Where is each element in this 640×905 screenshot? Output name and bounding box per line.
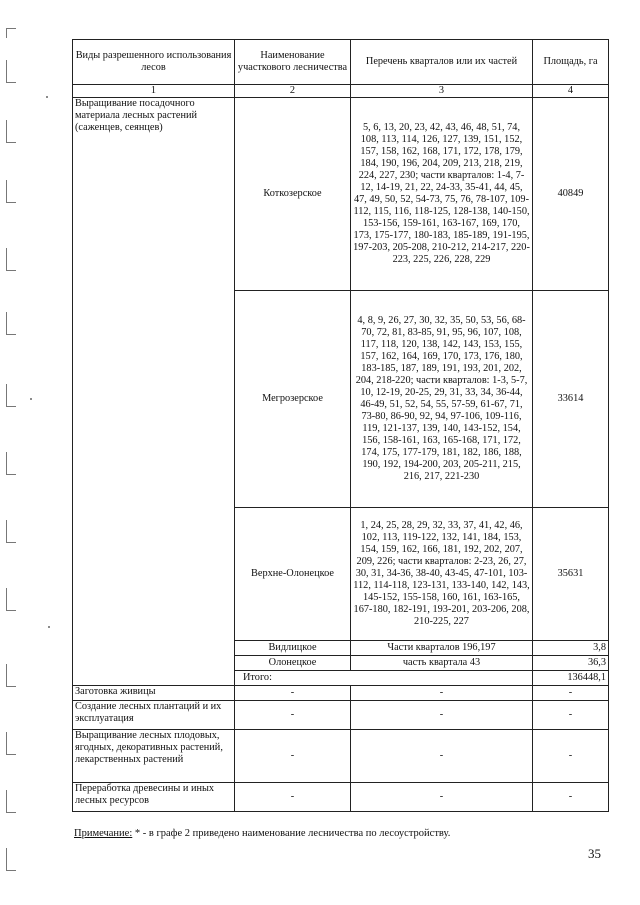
footnote-text: * - в графе 2 приведено наименование лесничества по лесоустройству.	[132, 828, 451, 839]
forest-use-table	[72, 39, 609, 812]
dash-cell: -	[351, 730, 533, 783]
header-area: Площадь, га	[533, 40, 609, 85]
area-cell: 36,3	[533, 656, 609, 671]
dash-cell: -	[351, 701, 533, 730]
quarters-cell: часть квартала 43	[351, 656, 533, 671]
table-row	[73, 701, 609, 730]
use-type-cell: Заготовка живицы	[73, 686, 235, 701]
table-row	[73, 783, 609, 812]
column-number: 1	[73, 85, 235, 98]
quarters-cell: Части кварталов 196,197	[351, 641, 533, 656]
forestry-name-cell: Мегрозерское	[235, 291, 351, 508]
table-row	[73, 98, 609, 291]
column-number: 4	[533, 85, 609, 98]
dash-cell: -	[235, 701, 351, 730]
scan-speck	[46, 96, 48, 98]
forestry-name-cell: Коткозерское	[235, 98, 351, 291]
use-type-cell: Выращивание посадочного материала лесных растений (саженцев, сеянцев)	[73, 98, 235, 686]
dash-cell: -	[235, 730, 351, 783]
area-cell: 3,8	[533, 641, 609, 656]
area-cell: 40849	[533, 98, 609, 291]
dash-cell: -	[351, 783, 533, 812]
total-value: 136448,1	[533, 671, 609, 686]
area-cell: 33614	[533, 291, 609, 508]
forestry-name-cell: Видлицкое	[235, 641, 351, 656]
footnote	[74, 828, 450, 839]
quarters-cell: 1, 24, 25, 28, 29, 32, 33, 37, 41, 42, 46, 102, 113, 119-122, 132, 141, 184, 153, 154, 159, 162, 166, 181, 192, 202, 207, 209, 226; части кварталов: 2-23, 26, 27, 30, 31, 34-36, 38-40, 43-45, 47-101, 103-112, 114-118, 123-131, 133-140, 142, 143, 145-152, 155-158, 160, 161, 163-165, 167-180, 182-191, 193-201, 203-206, 208, 210-225, 227	[351, 508, 533, 641]
quarters-cell: 4, 8, 9, 26, 27, 30, 32, 35, 50, 53, 56, 68-70, 72, 81, 83-85, 91, 95, 96, 107, 108, 117, 118, 120, 138, 142, 143, 153, 155, 157, 162, 164, 169, 170, 173, 176, 180, 183-185, 187, 189, 191, 193, 201, 202, 204, 218-220; части кварталов: 1-3, 5-7, 10, 12-19, 20-25, 29, 31, 33, 34, 36-44, 46-49, 51, 52, 54, 55, 57-59, 61-67, 71, 73-80, 86-90, 92, 94, 97-106, 109-116, 119, 121-137, 139, 140, 143-152, 154, 156, 158-161, 163, 165-168, 171, 172, 174, 175, 177-179, 181, 182, 186, 188, 190, 192, 194-200, 203, 205-211, 215, 216, 217, 221-230	[351, 291, 533, 508]
footnote-label: Примечание:	[74, 828, 133, 839]
header-row	[73, 40, 609, 85]
use-type-cell: Переработка древесины и иных лесных ресурсов	[73, 783, 235, 812]
dash-cell: -	[533, 783, 609, 812]
dash-cell: -	[235, 686, 351, 701]
scan-speck	[30, 398, 32, 400]
forestry-name-cell: Верхне-Олонецкое	[235, 508, 351, 641]
dash-cell: -	[533, 701, 609, 730]
area-cell: 35631	[533, 508, 609, 641]
forestry-name-cell: Олонецкое	[235, 656, 351, 671]
dash-cell: -	[235, 783, 351, 812]
quarters-cell: 5, 6, 13, 20, 23, 42, 43, 46, 48, 51, 74, 108, 113, 114, 126, 127, 139, 151, 152, 157, 158, 162, 168, 171, 172, 178, 179, 184, 190, 196, 204, 209, 213, 218, 219, 224, 227, 230; части кварталов: 1-4, 7-12, 14-19, 21, 22, 24-33, 35-41, 44, 45, 47, 49, 50, 52, 54-73, 75, 76, 78-107, 109-112, 115, 116, 118-125, 128-138, 140-150, 153-156, 159-161, 163-167, 169, 170, 173, 175-177, 180-183, 185-189, 191-195, 197-203, 205-208, 210-212, 214-217, 220-223, 225, 226, 228, 229	[351, 98, 533, 291]
table-row	[73, 686, 609, 701]
use-type-cell: Выращивание лесных плодовых, ягодных, декоративных растений, лекарственных растений	[73, 730, 235, 783]
use-type-cell: Создание лесных плантаций и их эксплуатация	[73, 701, 235, 730]
dash-cell: -	[351, 686, 533, 701]
column-numbers-row	[73, 85, 609, 98]
column-number: 2	[235, 85, 351, 98]
column-number: 3	[351, 85, 533, 98]
total-label: Итого:	[235, 671, 533, 686]
dash-cell: -	[533, 730, 609, 783]
header-use-type: Виды разрешенного использования лесов	[73, 40, 235, 85]
dash-cell: -	[533, 686, 609, 701]
header-forestry-name: Наименование участкового лесничества	[235, 40, 351, 85]
binding-marks	[0, 0, 20, 905]
table-row	[73, 730, 609, 783]
header-quarters-list: Перечень кварталов или их частей	[351, 40, 533, 85]
page-number: 35	[588, 846, 601, 861]
scan-speck	[48, 626, 50, 628]
